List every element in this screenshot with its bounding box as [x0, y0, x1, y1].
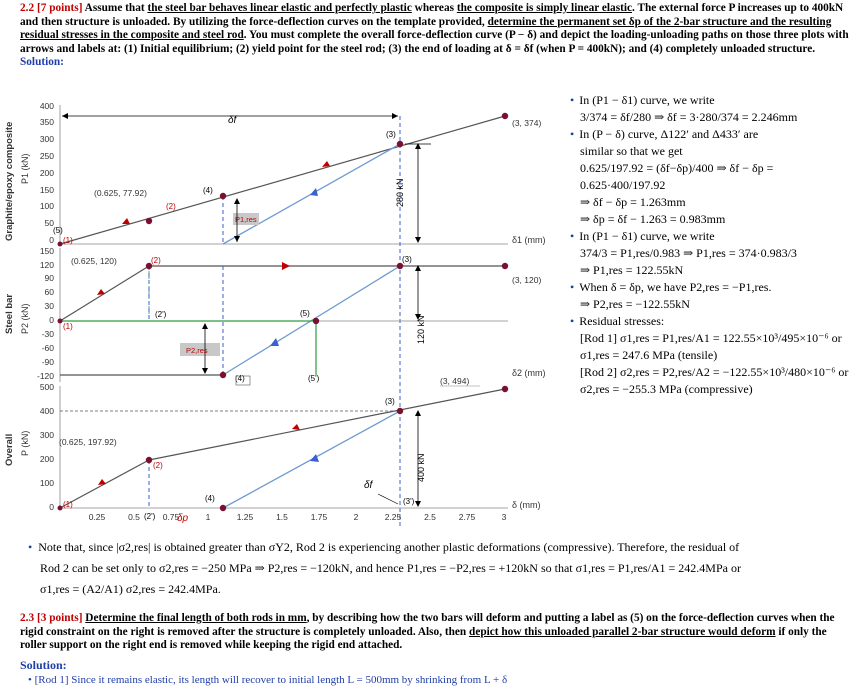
overall-label-3p: (3'): [403, 497, 415, 506]
overall-point-a: (0.625, 197.92): [59, 437, 117, 447]
delta-f-label: δf: [228, 115, 237, 126]
overall-label-1: (1): [63, 500, 73, 509]
xtick: 1: [205, 512, 211, 522]
composite-point-a: (0.625, 77.92): [94, 188, 147, 198]
steel-box-value: 120 kN: [416, 315, 426, 344]
cut-off-line: • [Rod 1] Since it remains elastic, its length will recover to initial length L = 500mm by shrinking from L + δ: [28, 674, 508, 686]
steel-label-2: (2): [151, 256, 161, 265]
overall-yticks: [40, 382, 54, 512]
ytick: 200: [39, 168, 54, 178]
composite-label-2: (2): [166, 202, 176, 211]
ytick: 500: [39, 382, 54, 392]
steel-yticks: [37, 246, 54, 381]
force-deflection-plots: [0, 96, 566, 528]
xtick: 2.75: [458, 512, 476, 522]
steel-point-b: (3, 120): [512, 275, 542, 285]
composite-group-label: Graphite/epoxy composite: [4, 121, 15, 241]
xtick: 0.5: [128, 512, 140, 522]
ytick: 100: [39, 478, 54, 488]
composite-yticks: [40, 101, 54, 245]
ytick: 150: [39, 246, 54, 256]
solution-heading: Solution:: [20, 56, 64, 68]
ytick: 100: [39, 201, 54, 211]
overall-box-value: 400 kN: [416, 453, 426, 482]
ytick: -30: [41, 329, 54, 339]
ytick: 0: [49, 315, 54, 325]
ytick: -60: [41, 343, 54, 353]
residual-note: • Note that, since |σ2,res| is obtained greater than σY2, Rod 2 is experiencing another plastic deformations (compressive). Therefore, the residual of Rod 2 can be set only to σ2,res = −250 MPa ⇒ P2,res = −120kN, and hence P1,res = −P2,res = +120kN so that σ1,res = P1,res/A1 = 242.4MPa or σ1,res = (A2/A1) σ2,res = 242.4MPa.: [28, 540, 741, 596]
steel-label-1: (1): [63, 322, 73, 331]
steel-label-5: (5): [300, 309, 310, 318]
ytick: 200: [39, 454, 54, 464]
composite-label-1: (1): [63, 236, 73, 245]
steel-label-2p: (2'): [155, 310, 167, 319]
xtick: 1.25: [236, 512, 254, 522]
ytick: 60: [44, 287, 54, 297]
overall-delta-f: δf: [364, 480, 373, 491]
solution-heading-2: Solution:: [20, 658, 67, 672]
ytick: -90: [41, 357, 54, 367]
composite-box-value: 280 kN: [395, 178, 405, 207]
ytick: 400: [39, 101, 54, 111]
ytick: 90: [44, 273, 54, 283]
steel-point-a: (0.625, 120): [71, 256, 117, 266]
xtick: 1.5: [276, 512, 288, 522]
overall-group-label: Overall: [4, 433, 15, 466]
overall-label-4: (4): [205, 494, 215, 503]
problem-2-2-statement: 2.2 [7 points] Assume that the steel bar behaves linear elastic and perfectly plastic whereas the composite is simply linear elastic. The external force P increases up to 400kN and then structure is unloaded. By utilizing the force-deflection curves on the template provided, determine the permanent set δp of the 2-bar structure and the resulting residual stresses in the composite and steel rod. You must complete the overall force-deflection curve (P − δ) and depict the loading-unloading paths on those three plots with arrows and labels at: (1) Initial equilibrium; (2) yield point for the steel rod; (3) the end of loading at δ = δf (when P = 400kN); and (4) completely unloaded structure. Solution:: [20, 2, 849, 68]
ytick: 50: [44, 218, 54, 228]
xtick: 0.25: [88, 512, 106, 522]
composite-label-3: (3): [386, 130, 396, 139]
overall-axis-label: δ (mm): [512, 500, 541, 510]
ytick: 250: [39, 151, 54, 161]
xtick: 3: [501, 512, 507, 522]
solution-derivation: • In (P1 − δ1) curve, we write 3/374 = δf/280 ⇒ δf = 3·280/374 = 2.246mm • In (P − δ) curve, Δ122′ and Δ433′ are similar so that we get 0.625/197.92 = (δf−δp)/400 ⇒ δf − δp = 0.625·400/197.92 ⇒ δf − δp = 1.263mm ⇒ δp = δf − 1.263 = 0.983mm • In (P1 − δ1) curve, we write 374/3 = P1,res/0.983 ⇒ P1,res = 374·0.983/3 ⇒ P1,res = 122.55kN • When δ = δp, we have P2,res = −P1,res. ⇒ P2,res = −122.55kN • Residual stresses: [Rod 1] σ1,res = P1,res/A1 = 122.55×10³/495×10⁻⁶ or σ1,res = 247.6 MPa (tensile) [Rod 2] σ2,res = P2,res/A2 = −122.55×10³/480×10⁻⁶ or σ2,res = −255.3 MPa (compressive): [570, 93, 849, 396]
composite-axis-label: δ1 (mm): [512, 235, 546, 245]
steel-group-label: Steel bar: [4, 293, 15, 334]
steel-point-c: (3, 494): [440, 376, 470, 386]
overall-plot: [4, 382, 541, 524]
ytick: 300: [39, 134, 54, 144]
ytick: 0: [49, 502, 54, 512]
ytick: 30: [44, 301, 54, 311]
composite-label-4: (4): [203, 186, 213, 195]
overall-label-3: (3): [385, 397, 395, 406]
xtick: 2: [353, 512, 359, 522]
overall-label-2p: (2'): [144, 512, 156, 521]
steel-label-4: (4): [235, 374, 245, 383]
steel-axis-label: δ2 (mm): [512, 368, 546, 378]
steel-ylabel: P2 (kN): [20, 303, 30, 334]
ytick: 0: [49, 235, 54, 245]
p1res-label: P1,res: [235, 215, 257, 224]
ytick: 350: [39, 117, 54, 127]
composite-plot: [4, 101, 546, 526]
steel-label-3: (3): [402, 255, 412, 264]
ytick: 120: [39, 260, 54, 270]
xtick: 2.5: [424, 512, 436, 522]
overall-delta-p: δp: [177, 513, 189, 524]
problem-2-3-statement: 2.3 [3 points] Determine the final length of both rods in mm, by describing how the two bars will deform and putting a label as (5) on the force-deflection curves when the rigid constraint on the right is removed after the structure is completely unloaded. Also, then depict how this unloaded parallel 2-bar structure would deform if only the roller support on the right end is removed while keeping the rigid end attached.: [20, 612, 835, 651]
xtick: 1.75: [310, 512, 328, 522]
steel-label-5p: (5'): [308, 374, 320, 383]
composite-ylabel: P1 (kN): [20, 153, 30, 184]
composite-label-5: (5): [53, 226, 63, 235]
problem-number: 2.2: [20, 2, 35, 14]
composite-point-b: (3, 374): [512, 118, 542, 128]
steel-plot: [4, 246, 546, 386]
ytick: 150: [39, 185, 54, 195]
overall-ylabel: P (kN): [20, 430, 30, 456]
problem-points: [7 points]: [36, 2, 83, 14]
overall-label-2: (2): [153, 461, 163, 470]
ytick: -120: [36, 371, 54, 381]
ytick: 400: [39, 406, 54, 416]
xtick: 0.75: [162, 512, 180, 522]
xtick: 2.25: [384, 512, 402, 522]
ytick: 300: [39, 430, 54, 440]
p2res-label: P2,res: [186, 346, 208, 355]
